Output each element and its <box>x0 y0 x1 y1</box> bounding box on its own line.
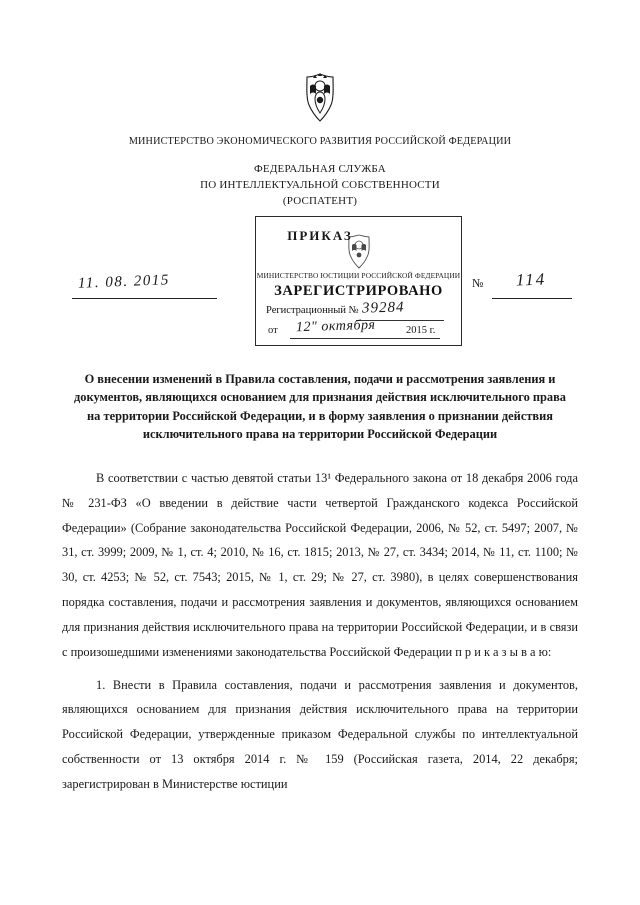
order-header-zone <box>0 214 640 364</box>
paragraph-2: 1. Внести в Правила составления, подачи и рассмотрения заявления и документов, являющихся основанием для признания действия исключительного права на территории Российской Федерации, утвержденные приказом Федеральной службы по интеллектуальной собственности от 13 октября 2014 г. № 159 (Российская газета, 2014, 22 декабря; зарегистрирован в Министерстве юстиции <box>62 677 578 791</box>
document-body <box>62 466 578 797</box>
stamp-from-label: от <box>268 324 278 336</box>
stamp-date-rule <box>290 338 440 339</box>
service-line-2: ПО ИНТЕЛЛЕКТУАЛЬНОЙ СОБСТВЕННОСТИ <box>200 178 440 191</box>
service-line-1: ФЕДЕРАЛЬНАЯ СЛУЖБА <box>254 162 386 175</box>
stamp-year-suffix: 2015 г. <box>406 324 436 336</box>
emblem-container <box>0 0 640 129</box>
stamp-date-handwritten: 12" октября <box>295 317 376 335</box>
service-line-3: (РОСПАТЕНТ) <box>282 194 358 207</box>
document-title: О внесении изменений в Правила составления, подачи и рассмотрения заявления и документов, являющихся основанием для признания действия исключительного права на территории Российской Федерации, и в форму заявления о признании действия исключительного права на территории Российской Федерации <box>74 371 566 442</box>
order-number-handwritten: 114 <box>515 269 547 290</box>
paragraph-1: В соответствии с частью девятой статьи 13¹ Федерального закона от 18 декабря 2006 года № 231-ФЗ «О введении в действие части четвертой Гражданского кодекса Российской Федерации» (Собрание законодательства Российской Федерации, 2006, № 52, ст. 5497; 2007, № 31, ст. 3999; 2009, № 1, ст. 4; 2010, № 16, ст. 1815; 2013, № 27, ст. 3434; 2014, № 11, ст. 1100; № 30, ст. 4253; № 52, ст. 7543; 2015, № 1, ст. 29; № 27, ст. 3980), в целях совершенствования порядка составления, подачи и рассмотрения заявления и документов, являющихся основанием для признания действия исключительного права на территории Российской Федерации, и в связи с произошедшими изменениями законодательства Российской Федерации п р и к а з ы в а ю: <box>62 471 578 659</box>
order-number-label: № <box>472 275 484 290</box>
stamp-registered-title: ЗАРЕГИСТРИРОВАНО <box>274 282 443 299</box>
stamp-reg-label: Регистрационный № <box>266 304 359 316</box>
russian-coat-of-arms-icon <box>297 72 343 124</box>
order-number-rule <box>492 298 572 299</box>
registration-stamp <box>255 216 462 346</box>
order-word: ПРИКАЗ <box>287 227 353 243</box>
order-date-handwritten: 11. 08. 2015 <box>77 271 171 292</box>
stamp-reg-number: 39284 <box>361 299 405 317</box>
russian-coat-of-arms-stamp-icon <box>342 233 376 269</box>
stamp-organization: МИНИСТЕРСТВО ЮСТИЦИИ РОССИЙСКОЙ ФЕДЕРАЦИИ <box>256 270 461 280</box>
ministry-title: МИНИСТЕРСТВО ЭКОНОМИЧЕСКОГО РАЗВИТИЯ РОССИЙСКОЙ ФЕДЕРАЦИИ <box>128 136 512 147</box>
order-date-rule <box>72 298 217 299</box>
